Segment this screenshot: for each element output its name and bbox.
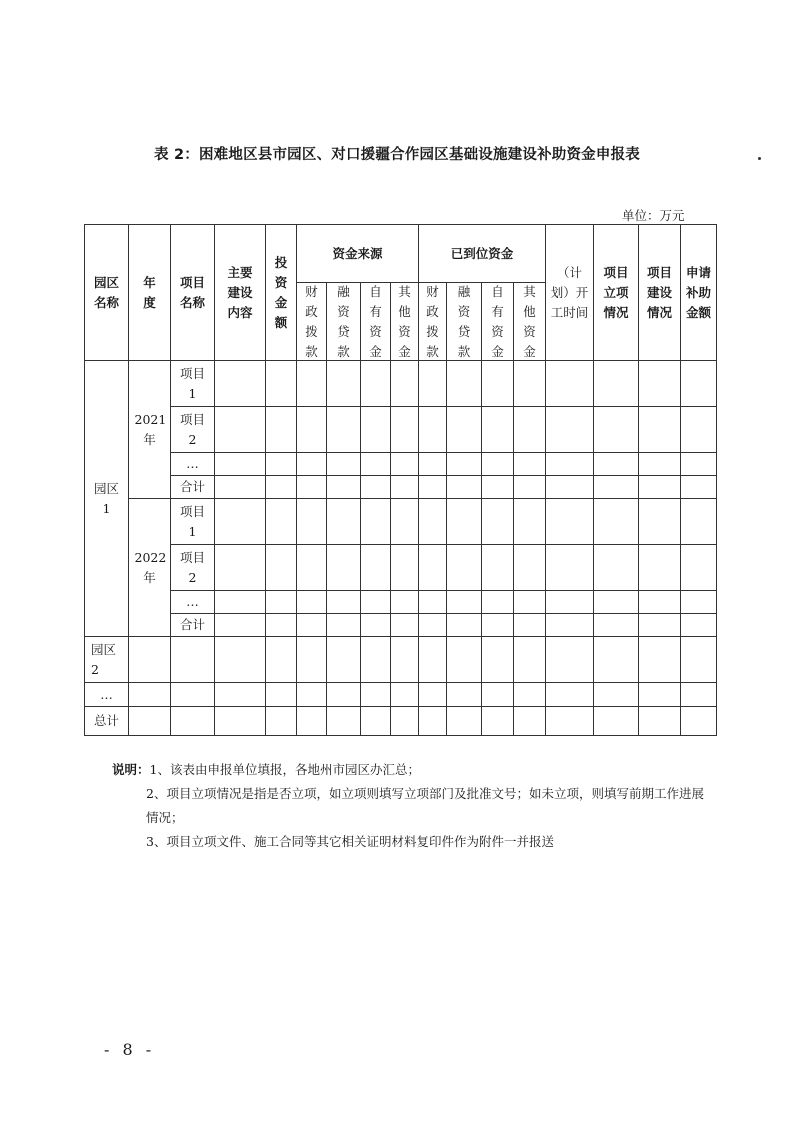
subheader-arrived-own: 自有资金 — [491, 283, 504, 359]
note-line-2: 2、项目立项情况是指是否立项，如立项则填写立项部门及批准文号；如未立项，则填写前期工作进展情况； — [146, 786, 704, 825]
note-line-1: 说明：1、该表由申报单位填报，各地州市园区办汇总； — [112, 762, 420, 777]
header-investment: 投资金额 — [274, 254, 288, 330]
row-year-2022: 2022年 — [134, 549, 167, 585]
table-title: 表 2：困难地区县市园区、对口援疆合作园区基础设施建设补助资金申报表 — [154, 147, 640, 163]
header-start-time: （计划）开工时间 — [550, 264, 589, 320]
row-2021-project-1: 项目1 — [179, 365, 205, 401]
header-arrived-funds: 已到位资金 — [450, 245, 514, 261]
notes-section — [112, 758, 712, 854]
header-approval: 项目立项情况 — [603, 264, 629, 320]
subheader-fiscal: 财政拨款 — [305, 283, 318, 359]
row-park-1: 园区1 — [93, 480, 119, 516]
row-2022-ellipsis: … — [186, 594, 199, 609]
row-year-2021: 2021年 — [134, 411, 167, 447]
subheader-other: 其他资金 — [398, 283, 411, 359]
header-subsidy: 申请补助金额 — [685, 264, 711, 320]
subheader-arrived-loan: 融资贷款 — [457, 283, 471, 359]
note-line-3: 3、项目立项文件、施工合同等其它相关证明材料复印件作为附件一并报送 — [146, 834, 554, 849]
row-2022-subtotal: 合计 — [179, 617, 205, 632]
row-park-2: 园区2 — [91, 641, 117, 677]
row-2021-ellipsis: … — [186, 456, 199, 471]
header-park-name: 园区名称 — [93, 274, 119, 310]
unit-label: 单位：万元 — [622, 208, 685, 223]
header-construction: 项目建设情况 — [646, 264, 672, 320]
subheader-loan: 融资贷款 — [337, 283, 350, 359]
header-year: 年度 — [143, 274, 156, 310]
header-main-content: 主要建设内容 — [227, 264, 253, 320]
header-project-name: 项目名称 — [179, 274, 205, 310]
subheader-own: 自有资金 — [369, 283, 382, 359]
subheader-arrived-fiscal: 财政拨款 — [426, 283, 439, 359]
row-2022-project-1: 项目1 — [179, 503, 205, 539]
header-fund-source: 资金来源 — [332, 245, 383, 261]
page-number: - 8 - — [104, 1040, 156, 1059]
subheader-arrived-other: 其他资金 — [523, 283, 536, 359]
row-2022-project-2: 项目2 — [179, 549, 205, 585]
row-more-parks: … — [100, 686, 113, 702]
row-2021-project-2: 项目2 — [179, 411, 205, 447]
row-total: 总计 — [93, 713, 119, 728]
row-2021-subtotal: 合计 — [179, 479, 205, 494]
